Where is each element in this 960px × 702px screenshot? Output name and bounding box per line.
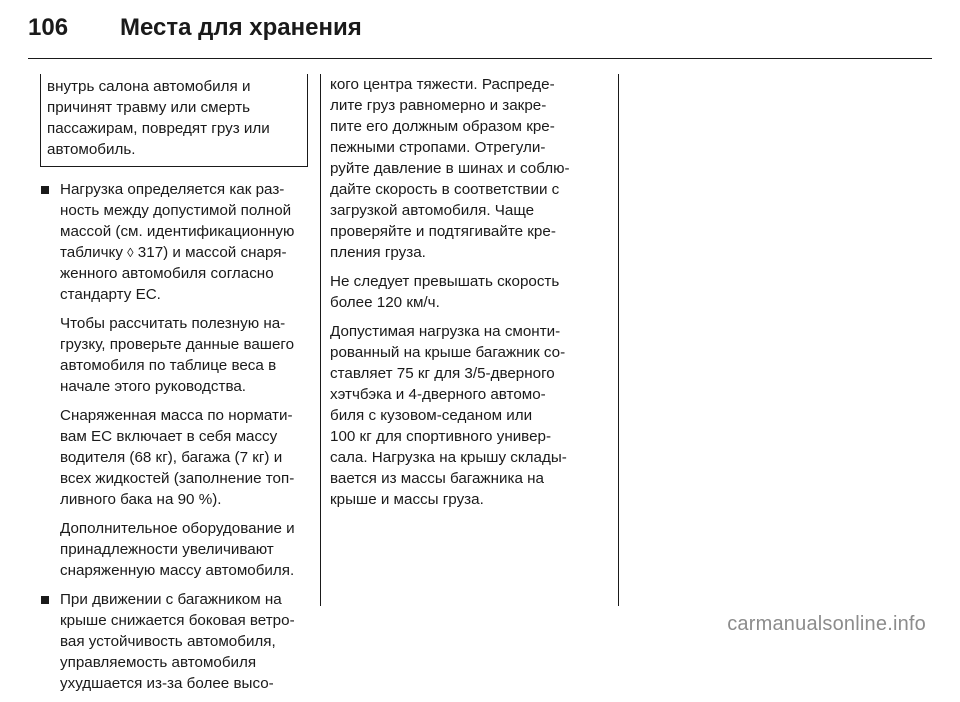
text-line: биля с кузовом-седаном или — [330, 407, 533, 424]
text-line: сала. Нагрузка на крышу склады- — [330, 449, 567, 466]
warning-line: пассажирам, повредят груз или — [47, 120, 270, 137]
paragraph — [60, 405, 308, 510]
warning-box — [40, 74, 308, 167]
text-line: Не следует превышать скорость — [330, 273, 560, 290]
text-line: кого центра тяжести. Распреде- — [330, 76, 555, 93]
text-line: загрузкой автомобиля. Чаще — [330, 202, 535, 219]
text-line: проверяйте и подтягивайте кре- — [330, 223, 556, 240]
text-line: При движении с багажником на — [60, 591, 282, 608]
text-line: начале этого руководства. — [60, 378, 247, 395]
site-watermark: carmanualsonline.info — [727, 613, 926, 635]
text-line: пления груза. — [330, 244, 426, 261]
text-line: снаряженную массу автомобиля. — [60, 562, 295, 579]
text-line: хэтчбэка и 4-дверного автомо- — [330, 386, 546, 403]
text-line: Дополнительное оборудование и — [60, 520, 295, 537]
text-line: более 120 км/ч. — [330, 294, 440, 311]
text-fragment: 317) и массой снаря- — [133, 244, 287, 261]
header-rule — [28, 58, 932, 59]
column-divider-right — [618, 74, 619, 606]
text-line: Нагрузка определяется как раз- — [60, 181, 285, 198]
bullet-square-icon — [41, 596, 49, 604]
bullet-load-definition — [40, 179, 308, 581]
text-line: крыше снижается боковая ветро- — [60, 612, 295, 629]
text-line — [60, 242, 308, 263]
column-divider-left — [320, 74, 321, 606]
text-line: грузку, проверьте данные вашего — [60, 336, 295, 353]
text-line: ставляет 75 кг для 3/5-дверного — [330, 365, 555, 382]
warning-line: причинят травму или смерть — [47, 99, 251, 116]
text-line: женного автомобиля согласно — [60, 265, 274, 282]
text-line: вам ЕС включает в себя массу — [60, 428, 278, 445]
text-line: рованный на крыше багажник со- — [330, 344, 566, 361]
text-line: ливного бака на 90 %). — [60, 491, 222, 508]
paragraph — [330, 321, 608, 510]
paragraph — [60, 313, 308, 397]
text-fragment: табличку — [60, 244, 128, 261]
text-line: вается из массы багажника на — [330, 470, 544, 487]
text-line: автомобиля по таблице веса в — [60, 357, 277, 374]
paragraph — [60, 518, 308, 581]
text-line: руйте давление в шинах и соблю- — [330, 160, 570, 177]
warning-line: внутрь салона автомобиля и — [47, 78, 251, 95]
warning-line: автомобиль. — [47, 141, 136, 158]
text-line: ность между допустимой полной — [60, 202, 292, 219]
text-line: Чтобы рассчитать полезную на- — [60, 315, 286, 332]
text-line: 100 кг для спортивного универ- — [330, 428, 552, 445]
text-line: водителя (68 кг), багажа (7 кг) и — [60, 449, 283, 466]
text-line: дайте скорость в соответствии с — [330, 181, 560, 198]
chapter-title: Места для хранения — [120, 14, 362, 41]
paragraph — [330, 271, 608, 313]
page-number: 106 — [28, 14, 69, 41]
page-header — [28, 14, 362, 42]
left-column — [40, 74, 308, 702]
text-line: ухудшается из-за более высо- — [60, 675, 274, 692]
bullet-square-icon — [41, 186, 49, 194]
text-line: пите его должным образом кре- — [330, 118, 555, 135]
text-line: Допустимая нагрузка на смонти- — [330, 323, 561, 340]
text-line: вая устойчивость автомобиля, — [60, 633, 276, 650]
text-line: принадлежности увеличивают — [60, 541, 274, 558]
text-line: всех жидкостей (заполнение топ- — [60, 470, 295, 487]
text-line: лите груз равномерно и закре- — [330, 97, 547, 114]
text-line: Снаряженная масса по нормати- — [60, 407, 293, 424]
paragraph — [60, 179, 308, 305]
text-line: стандарту ЕС. — [60, 286, 161, 303]
text-line: массой (см. идентификационную — [60, 223, 295, 240]
middle-column — [330, 74, 608, 518]
page-reference-arrow-icon: ◊ — [127, 245, 134, 260]
text-line: крыше и массы груза. — [330, 491, 484, 508]
text-line: управляемость автомобиля — [60, 654, 257, 671]
paragraph — [330, 74, 608, 263]
text-line: пежными стропами. Отрегули- — [330, 139, 546, 156]
